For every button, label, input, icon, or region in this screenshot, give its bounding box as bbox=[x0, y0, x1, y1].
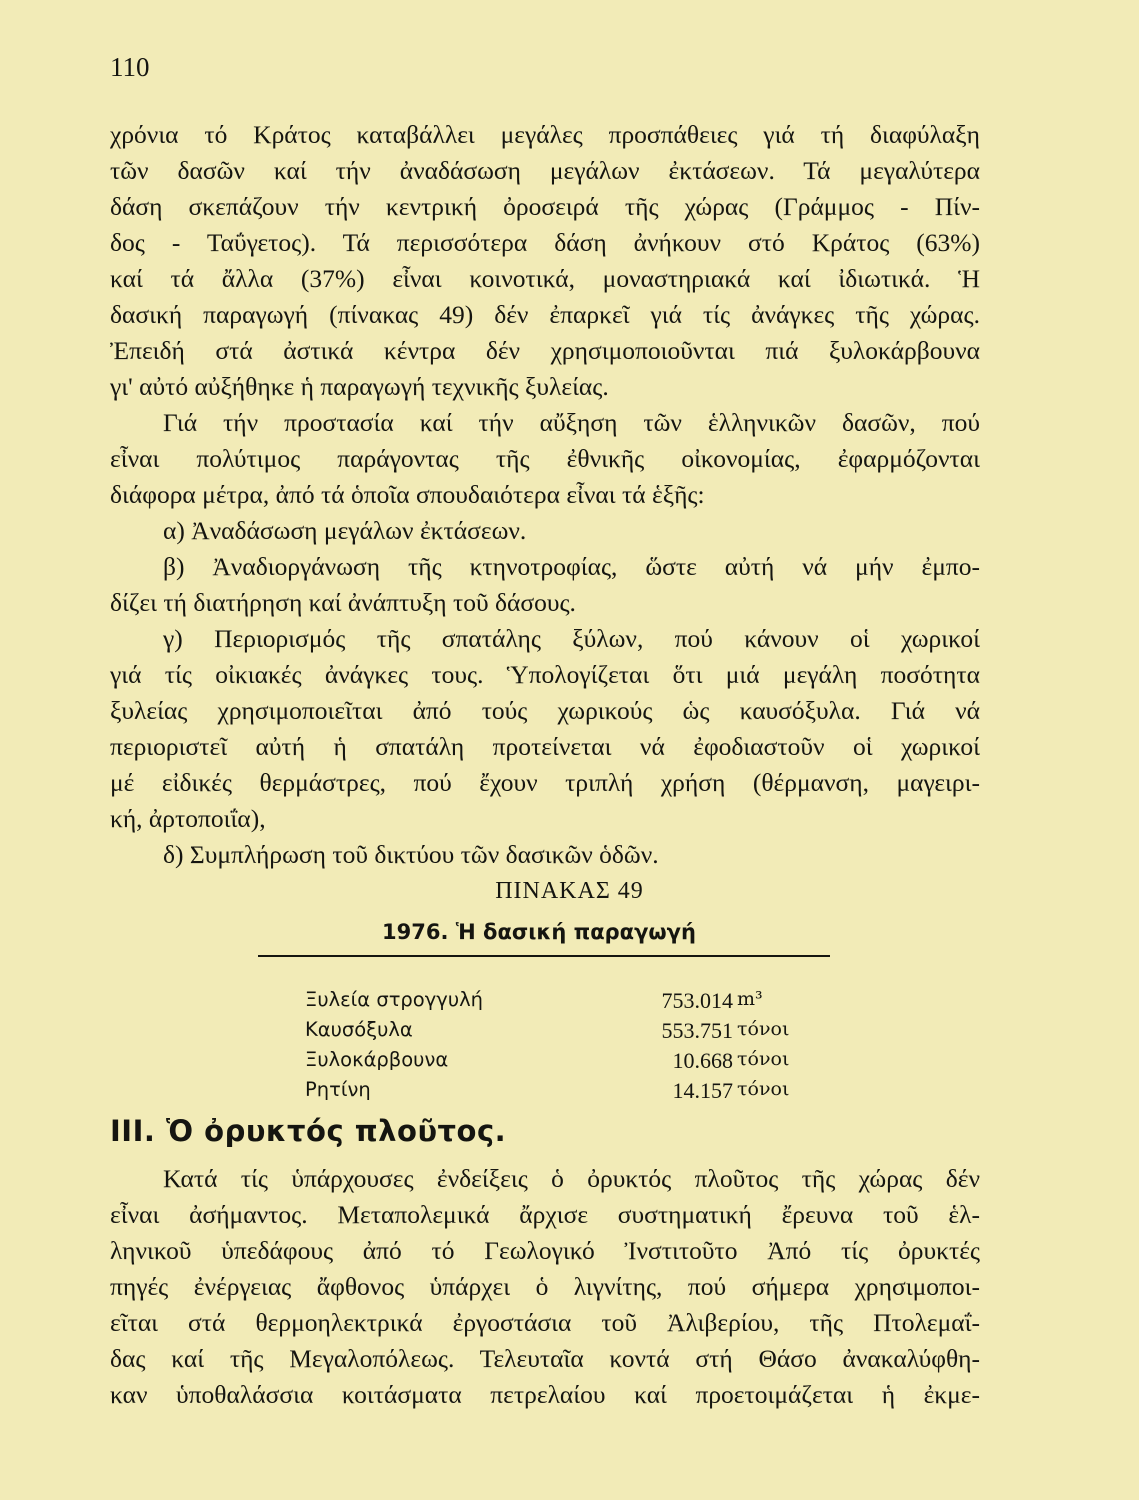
table-row bbox=[305, 1078, 805, 1108]
table-row bbox=[305, 988, 805, 1018]
measure-c: γ) Περιορισμός τῆς σπατάλης ξύλων, πού κάνουν οἱ χωρικοί bbox=[163, 624, 980, 653]
table-cell-name: Καυσόξυλα bbox=[305, 1018, 413, 1041]
table-cell-unit: τόνοι bbox=[737, 1048, 790, 1070]
paragraph-line: καν ὑποθαλάσσια κοιτάσματα πετρελαίου καί προετοιμάζεται ἡ ἐκμε- bbox=[110, 1380, 980, 1409]
table-row bbox=[305, 1048, 805, 1078]
measure-c-cont: περιοριστεῖ αὐτή ἡ σπατάλη προτείνεται νά ἐφοδιαστοῦν οἱ χωρικοί bbox=[110, 732, 980, 761]
paragraph-line: δας καί τῆς Μεγαλοπόλεως. Τελευταῖα κοντά στή Θάσο ἀνακαλύφθη- bbox=[110, 1344, 980, 1373]
measure-a: α) Ἀναδάσωση μεγάλων ἐκτάσεων. bbox=[163, 516, 527, 545]
section-heading: III. Ὁ ὀρυκτός πλοῦτος. bbox=[110, 1114, 507, 1148]
paragraph-line: εῖται στά θερμοηλεκτρικά ἐργοστάσια τοῦ Ἀλιβερίου, τῆς Πτολεμαΐ- bbox=[110, 1308, 980, 1337]
table-cell-value: 14.157 bbox=[672, 1078, 733, 1103]
table-cell-unit: m³ bbox=[737, 988, 763, 1010]
measure-b: β) Ἀναδιοργάνωση τῆς κτηνοτροφίας, ὥστε αὐτή νά μήν ἐμπο- bbox=[163, 552, 980, 581]
paragraph-line: ληνικοῦ ὑπεδάφους ἀπό τό Γεωλογικό Ἰνστιτοῦτο Ἀπό τίς ὀρυκτές bbox=[110, 1236, 980, 1265]
measure-c-cont: γιά τίς οἰκιακές ἀνάγκες τους. Ὑπολογίζεται ὅτι μιά μεγάλη ποσότητα bbox=[110, 660, 980, 689]
table-cell-name: Ρητίνη bbox=[305, 1078, 371, 1101]
paragraph-line: Κατά τίς ὑπάρχουσες ἐνδείξεις ὁ ὀρυκτός πλοῦτος τῆς χώρας δέν bbox=[163, 1164, 980, 1193]
page-number: 110 bbox=[110, 52, 150, 82]
paragraph-line: δασική παραγωγή (πίνακας 49) δέν ἐπαρκεῖ γιά τίς ἀνάγκες τῆς χώρας. bbox=[110, 300, 980, 329]
table-cell-name: Ξυλοκάρβουνα bbox=[305, 1048, 449, 1071]
table-row bbox=[305, 1018, 805, 1048]
paragraph-line: δος - Ταΰγετος). Τά περισσότερα δάση ἀνήκουν στό Κράτος (63%) bbox=[110, 228, 980, 257]
table-cell-value: 753.014 bbox=[661, 988, 733, 1013]
paragraph-line: εἶναι πολύτιμος παράγοντας τῆς ἐθνικῆς οἰκονομίας, ἐφαρμόζονται bbox=[110, 444, 980, 473]
paragraph-line: Ἐπειδή στά ἀστικά κέντρα δέν χρησιμοποιοῦνται πιά ξυλοκάρβουνα bbox=[110, 336, 980, 365]
paragraph-line: πηγές ἐνέργειας ἄφθονος ὑπάρχει ὁ λιγνίτης, πού σήμερα χρησιμοποι- bbox=[110, 1272, 980, 1301]
table-caption: ΠΙΝΑΚΑΣ 49 bbox=[495, 878, 644, 904]
table-cell-value: 10.668 bbox=[672, 1048, 733, 1073]
paragraph-line: δάση σκεπάζουν τήν κεντρική ὀροσειρά τῆς χώρας (Γράμμος - Πίν- bbox=[110, 192, 980, 221]
measure-c-cont: μέ εἰδικές θερμάστρες, πού ἔχουν τριπλή χρήση (θέρμανση, μαγειρι- bbox=[110, 768, 980, 797]
paragraph-line: χρόνια τό Κράτος καταβάλλει μεγάλες προσπάθειες γιά τή διαφύλαξη bbox=[110, 120, 980, 149]
paragraph-line: εἶναι ἀσήμαντος. Μεταπολεμικά ἄρχισε συστηματική ἔρευνα τοῦ ἑλ- bbox=[110, 1200, 980, 1229]
paragraph-line: Γιά τήν προστασία καί τήν αὔξηση τῶν ἑλληνικῶν δασῶν, πού bbox=[163, 408, 980, 437]
measure-c-cont: κή, ἀρτοποιΐα), bbox=[110, 804, 266, 833]
measure-c-cont: ξυλείας χρησιμοποιεῖται ἀπό τούς χωρικούς ὡς καυσόξυλα. Γιά νά bbox=[110, 696, 980, 725]
table-cell-value: 553.751 bbox=[661, 1018, 733, 1043]
table-cell-unit: τόνοι bbox=[737, 1018, 790, 1040]
table-rule bbox=[258, 955, 830, 957]
table-cell-name: Ξυλεία στρογγυλή bbox=[305, 988, 484, 1011]
paragraph-line: καί τά ἄλλα (37%) εἶναι κοινοτικά, μοναστηριακά καί ἰδιωτικά. Ἡ bbox=[110, 264, 980, 293]
measure-d: δ) Συμπλήρωση τοῦ δικτύου τῶν δασικῶν ὁδῶν. bbox=[163, 840, 659, 869]
paragraph-line: διάφορα μέτρα, ἀπό τά ὁποῖα σπουδαιότερα εἶναι τά ἑξῆς: bbox=[110, 480, 705, 509]
paragraph-line: τῶν δασῶν καί τήν ἀναδάσωση μεγάλων ἐκτάσεων. Τά μεγαλύτερα bbox=[110, 156, 980, 185]
table-subtitle: 1976. Ἡ δασική παραγωγή bbox=[382, 920, 696, 944]
table-cell-unit: τόνοι bbox=[737, 1078, 790, 1100]
measure-b-cont: δίζει τή διατήρηση καί ἀνάπτυξη τοῦ δάσους. bbox=[110, 588, 576, 617]
paragraph-line: γι' αὐτό αὐξήθηκε ἡ παραγωγή τεχνικῆς ξυλείας. bbox=[110, 372, 609, 401]
